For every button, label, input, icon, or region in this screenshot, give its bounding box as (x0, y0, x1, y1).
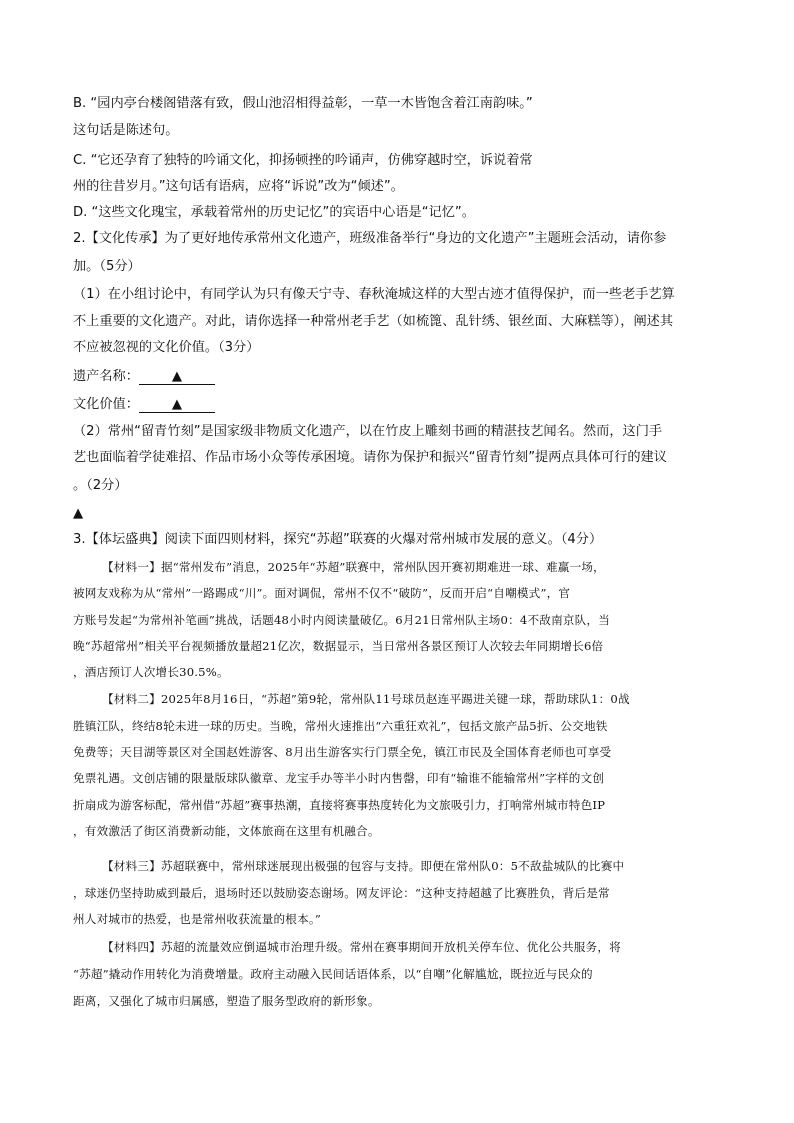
material-2-line-3: 免费等；天目湖等景区对全国赵姓游客、8月出生游客实行门票全免，镇江市民及全国体育老师也可享受 (73, 745, 612, 759)
material-1-line-5: ，酒店预订人次增长30.5%。 (73, 665, 229, 679)
material-3-line-3: 州人对城市的热爱，也是常州收获流量的根本。” (73, 912, 321, 926)
option-c-line-2: 州的往昔岁月。”这句话有语病，应将“诉说”改为“倾述”。 (73, 179, 404, 194)
material-1-line-4: 晚“苏超常州”相关平台视频播放量超21亿次，数据显示，当日常州各景区预订人次较去年同期增长6倍 (73, 639, 604, 653)
question-2-1-line-3: 不应被忽视的文化价值。（3分） (73, 340, 260, 355)
material-2-line-2: 胜镇江队，终结8轮未进一球的历史。当晚，常州火速推出“六重狂欢礼”，包括文旅产品5折、公交地铁 (73, 719, 608, 733)
cultural-value-row (73, 395, 215, 415)
material-2-line-5: 折扇成为游客标配，常州借“苏超”赛事热潮，直接将赛事热度转化为文旅吸引力，打响常州城市特色IP (73, 798, 606, 812)
question-2-1-line-2: 不上重要的文化遗产。对此，请你选择一种常州老手艺（如梳篦、乱针绣、银丝面、大麻糕等），阐述其 (73, 314, 674, 329)
material-4-line-1: 【材料四】苏超的流量效应倒逼城市治理升级。常州在赛事期间开放机关停车位、优化公共服务，将 (102, 940, 621, 954)
answer-mark: ▲ (73, 506, 84, 521)
material-2-line-6: ，有效激活了街区消费新动能，文体旅商在这里有机融合。 (73, 824, 380, 838)
question-2-2-line-3: 。（2分） (73, 478, 128, 493)
option-b-line-1: B. “园内亭台楼阁错落有致，假山池沼相得益彰，一草一木皆饱含着江南韵味。” (73, 96, 533, 111)
question-2-line-1: 2.【文化传承】为了更好地传承常州文化遗产，班级准备举行“身边的文化遗产”主题班会活动，请你参 (73, 231, 667, 246)
heritage-name-label: 遗产名称： (73, 369, 139, 384)
material-1-line-2: 被网友戏称为从“常州”一路踢成“川”。面对调侃，常州不仅不“破防”，反而开启“自嘲模式”，官 (73, 586, 571, 600)
heritage-name-blank: ▲ (139, 369, 215, 385)
cultural-value-blank: ▲ (139, 397, 215, 413)
cultural-value-label: 文化价值： (73, 397, 139, 412)
material-3-line-1: 【材料三】苏超联赛中，常州球迷展现出极强的包容与支持。即便在常州队0：5不敌盐城队的比赛中 (102, 859, 625, 873)
heritage-name-row (73, 367, 215, 387)
option-c-line-1: C. “它还孕育了独特的吟诵文化，抑扬顿挫的吟诵声，仿佛穿越时空，诉说着常 (73, 153, 533, 168)
material-4-line-3: 距离，又强化了城市归属感，塑造了服务型政府的新形象。 (73, 994, 380, 1008)
option-d-line: D. “这些文化瑰宝，承载着常州的历史记忆”的宾语中心语是“记忆”。 (73, 205, 475, 220)
material-3-line-2: ，球迷仍坚持助威到最后，退场时还以鼓励姿态谢场。网友评论：“这种支持超越了比赛胜负，背后是常 (73, 886, 610, 900)
material-4-line-2: “苏超”撬动作用转化为消费增量。政府主动融入民间话语体系，以“自嘲”化解尴尬，既拉近与民众的 (73, 967, 593, 981)
material-2-line-1: 【材料二】2025年8月16日，“苏超”第9轮，常州队11号球员赵连平踢进关键一球，帮助球队1：0战 (102, 692, 630, 706)
question-3-title: 3.【体坛盛典】阅读下面四则材料，探究“苏超”联赛的火爆对常州城市发展的意义。（4分） (73, 532, 603, 547)
material-1-line-1: 【材料一】据“常州发布”消息，2025年“苏超”联赛中，常州队因开赛初期难进一球、难赢一场， (102, 560, 605, 574)
question-2-2-line-1: （2）常州“留青竹刻”是国家级非物质文化遗产，以在竹皮上雕刻书画的精湛技艺闻名。然而，这门手 (73, 424, 663, 439)
question-2-line-2: 加。（5分） (73, 259, 141, 274)
question-2-2-line-2: 艺也面临着学徒难招、作品市场小众等传承困境。请你为保护和振兴“留青竹刻”提两点具体可行的建议 (73, 450, 667, 465)
question-2-1-line-1: （1）在小组讨论中，有同学认为只有像天宁寺、春秋淹城这样的大型古迹才值得保护，而一些老手艺算 (73, 287, 675, 302)
material-2-line-4: 免票礼遇。文创店铺的限量版球队徽章、龙宝手办等半小时内售罄，印有“输谁不能输常州”字样的文创 (73, 771, 605, 785)
material-1-line-3: 方账号发起“为常州补笔画”挑战，话题48小时内阅读量破亿。6月21日常州队主场0：4不敌南京队，当 (73, 613, 611, 627)
option-b-line-2: 这句话是陈述句。 (73, 123, 179, 138)
